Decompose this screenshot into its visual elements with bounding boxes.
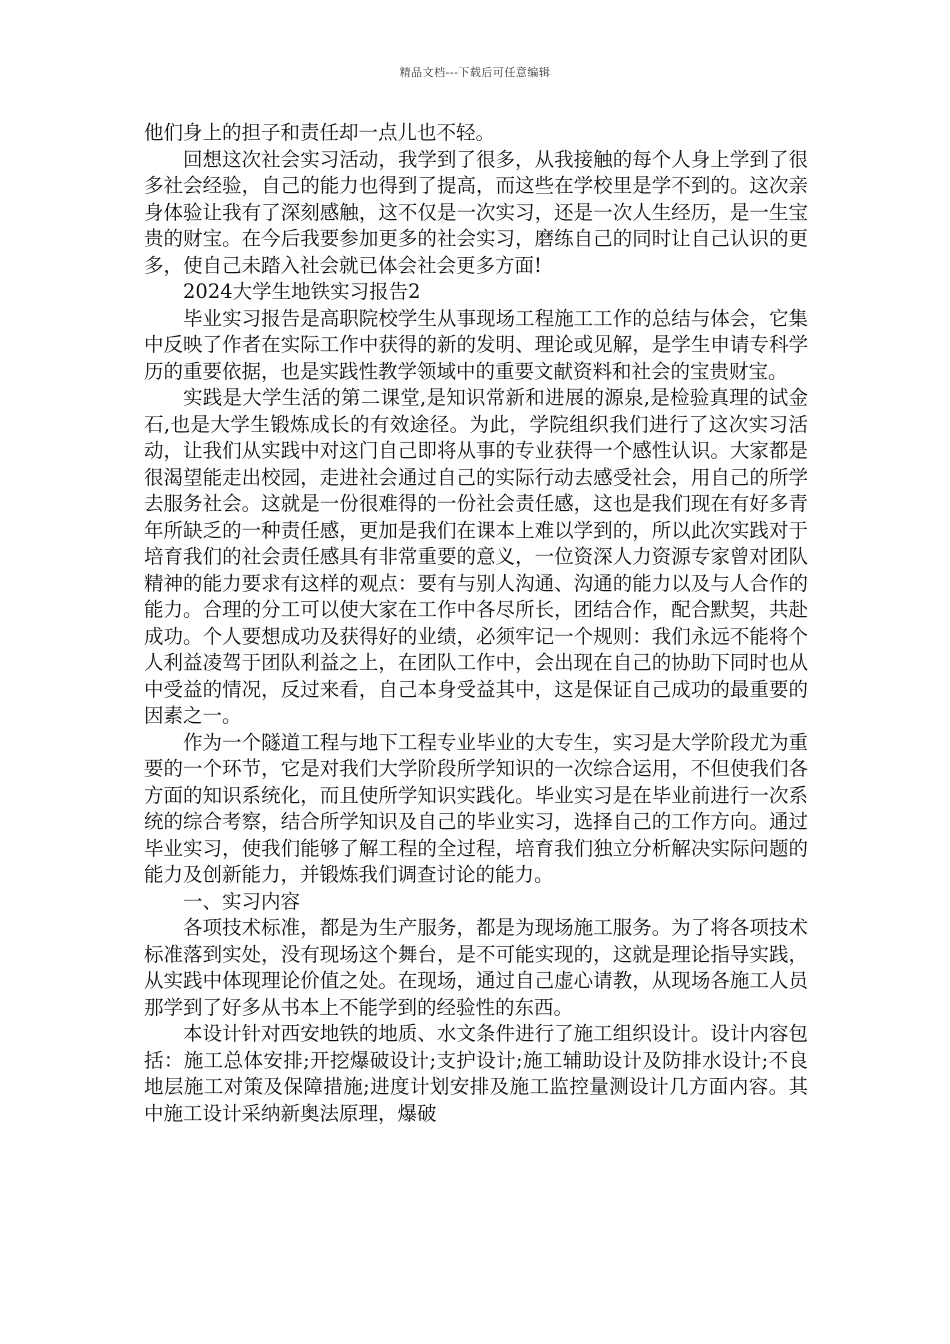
paragraph: 实践是大学生活的第二课堂,是知识常新和进展的源泉,是检验真理的试金石,也是大学生锻炼成长的有效途径。为此，学院组织我们进行了这次实习活动，让我们从实践中对这门自己即将从事的专业获得一个感性认识。大家都是很渴望能走出校园，走进社会通过自己的实际行动去感受社会，用自己的所学去服务社会。这就是一份很难得的一份社会责任感，这也是我们现在有好多青年所缺乏的一种责任感，更加是我们在课本上难以学到的，所以此次实践对于培育我们的社会责任感具有非常重要的意义，一位资深人力资源专家曾对团队精神的能力要求有这样的观点：要有与别人沟通、沟通的能力以及与人合作的能力。合理的分工可以使大家在工作中各尽所长，团结合作，配合默契，共赴成功。个人要想成功及获得好的业绩，必须牢记一个规则：我们永远不能将个人利益凌驾于团队利益之上，在团队工作中，会出现在自己的协助下同时也从中受益的情况，反过来看，自己本身受益其中，这是保证自己成功的最重要的因素之一。 xyxy=(144,386,808,727)
paragraph: 作为一个隧道工程与地下工程专业毕业的大专生，实习是大学阶段尤为重要的一个环节，它是对我们大学阶段所学知识的一次综合运用，不但使我们各方面的知识系统化，而且使所学知识实践化。毕业实习是在毕业前进行一次系统的综合考察，结合所学知识及自己的毕业实习，选择自己的工作方向。通过毕业实习，使我们能够了解工程的全过程，培育我们独立分析解决实际问题的能力及创新能力，并锻炼我们调查讨论的能力。 xyxy=(144,730,808,886)
paragraph: 本设计针对西安地铁的地质、水文条件进行了施工组织设计。设计内容包括：施工总体安排;开挖爆破设计;支护设计;施工辅助设计及防排水设计;不良地层施工对策及保障措施;进度计划安排及施工监控量测设计几方面内容。其中施工设计采纳新奥法原理，爆破 xyxy=(144,1022,808,1125)
section-heading: 一、实习内容 xyxy=(183,889,301,913)
paragraph: 他们身上的担子和责任却一点儿也不轻。 xyxy=(144,121,496,144)
page-header: 精品文档---下载后可任意编辑 xyxy=(399,66,551,79)
paragraph: 各项技术标准，都是为生产服务，都是为现场施工服务。为了将各项技术标准落到实处，没有现场这个舞台，是不可能实现的，这就是理论指导实践，从实践中体现理论价值之处。在现场，通过自己虚心请教，从现场各施工人员那学到了好多从书本上不能学到的经验性的东西。 xyxy=(144,916,808,1019)
paragraph: 毕业实习报告是高职院校学生从事现场工程施工工作的总结与体会，它集中反映了作者在实际工作中获得的新的发明、理论或见解，是学生申请专科学历的重要依据，也是实践性教学领域中的重要文献资料和社会的宝贵财宝。 xyxy=(144,306,808,383)
document-body xyxy=(144,120,808,1127)
section-heading: 2024大学生地铁实习报告2 xyxy=(183,280,421,303)
paragraph: 回想这次社会实习活动，我学到了很多，从我接触的每个人身上学到了很多社会经验，自己的能力也得到了提高，而这些在学校里是学不到的。这次亲身体验让我有了深刻感触，这不仅是一次实习，还是一次人生经历，是一生宝贵的财宝。在今后我要参加更多的社会实习，磨练自己的同时让自己认识的更多，使自己未踏入社会就已体会社会更多方面! xyxy=(144,147,808,277)
